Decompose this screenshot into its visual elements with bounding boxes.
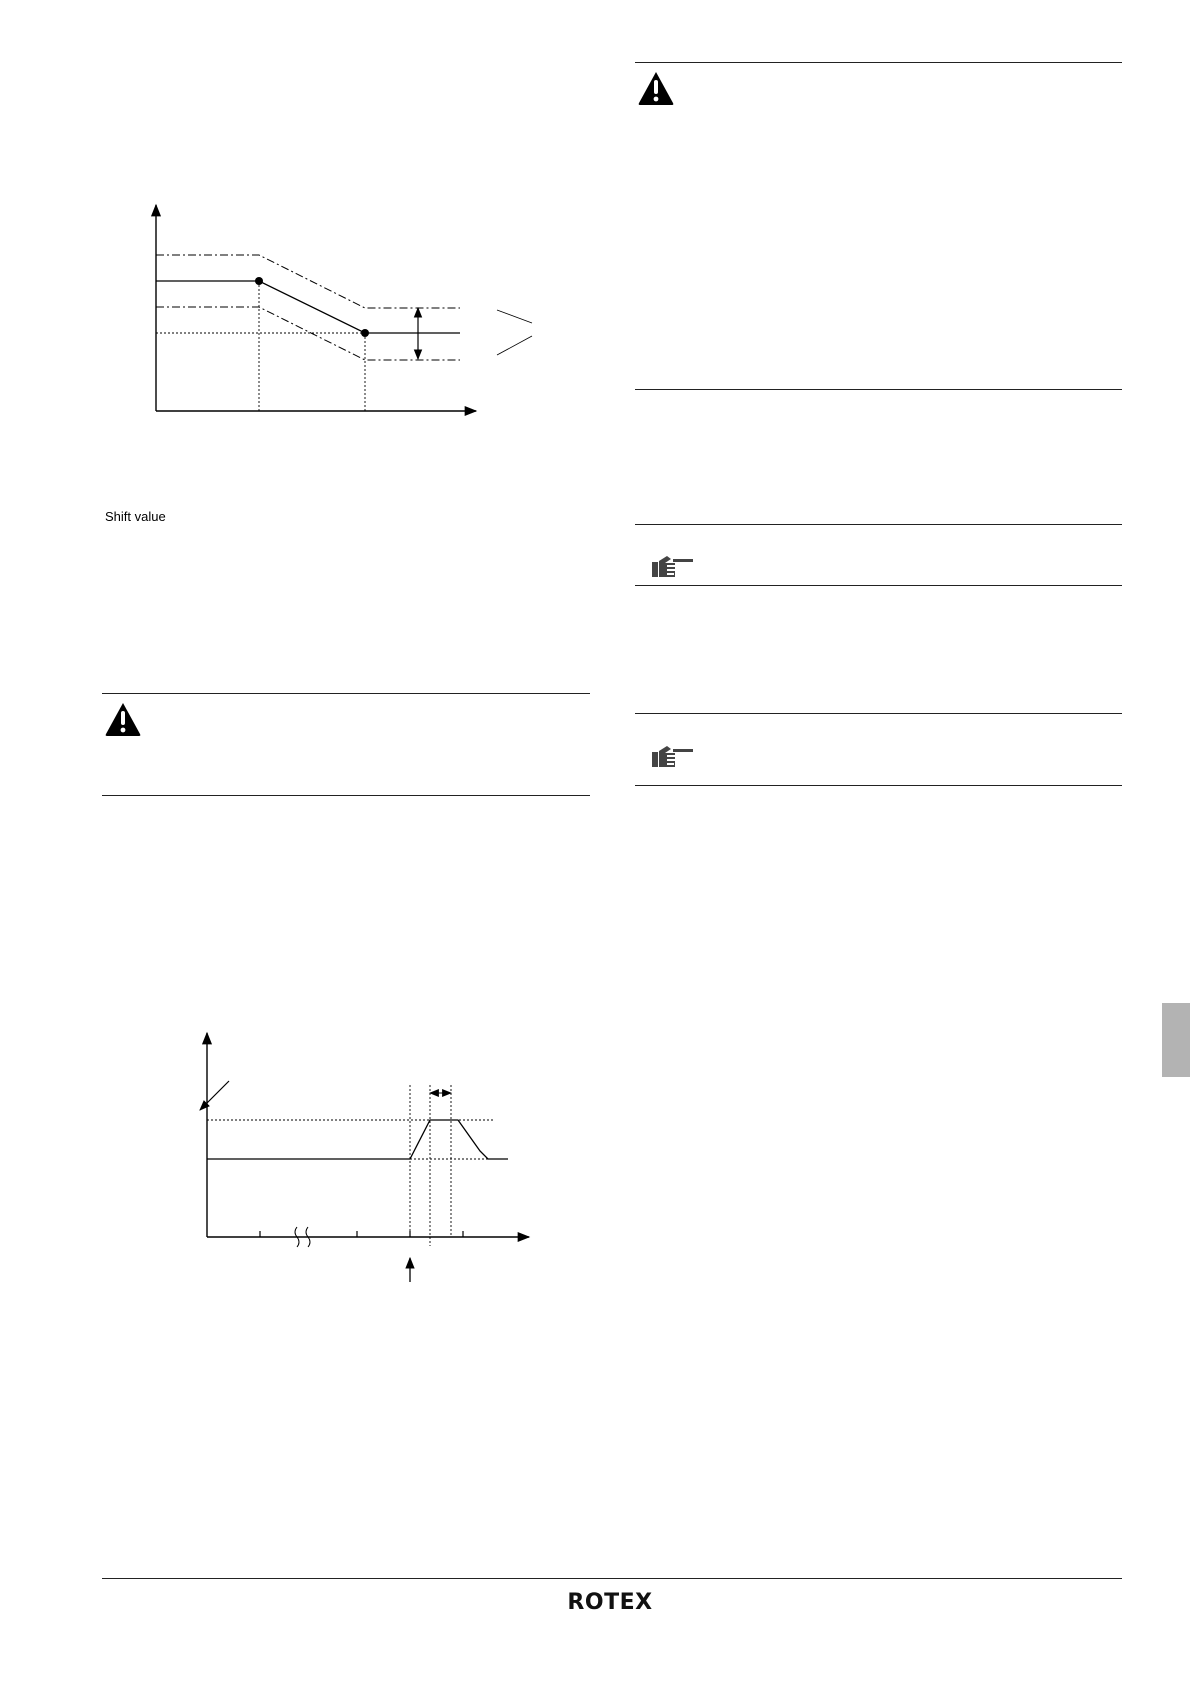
diagram2-time-markers: [410, 1085, 451, 1246]
rotex-logo: ROTEX: [567, 1590, 653, 1615]
diagram2-axis-ticks: [260, 1231, 463, 1237]
shift-value-label: Shift value: [105, 509, 166, 524]
footer-rule: [102, 1578, 1122, 1579]
diagram2-setpoint-curve: [207, 1120, 508, 1159]
chapter-side-tab: [1162, 1003, 1190, 1077]
diagram2-callout-arrow: [200, 1081, 229, 1110]
diagram2-axes: [207, 1033, 529, 1237]
